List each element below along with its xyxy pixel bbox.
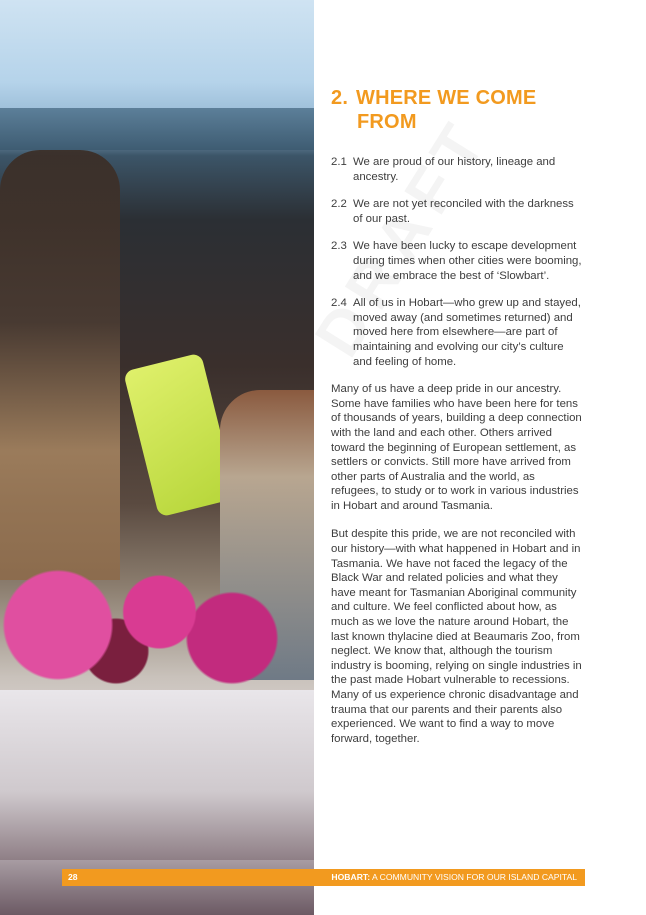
section-number: 2.: [331, 87, 349, 109]
main-content: [331, 86, 585, 760]
page-number: 28: [68, 872, 78, 882]
point-text: We are not yet reconciled with the darkness of our past.: [353, 198, 574, 225]
footer-title-bold: HOBART:: [331, 872, 371, 882]
footer-title: [331, 869, 577, 886]
pink-flowers: [0, 560, 290, 690]
point-number: 2.3: [331, 240, 347, 253]
page-footer: [62, 869, 585, 886]
point-number: 2.4: [331, 297, 347, 310]
heading-line-1: WHERE WE COME: [356, 87, 537, 109]
footer-title-rest: A COMMUNITY VISION FOR OUR ISLAND CAPITAL: [370, 872, 577, 882]
wrapped-flowers: [0, 690, 314, 860]
point-item: [331, 155, 585, 184]
point-number: 2.2: [331, 198, 347, 211]
market-flower-photo: [0, 0, 314, 915]
point-item: [331, 239, 585, 283]
point-text: All of us in Hobart—who grew up and stayed, moved away (and sometimes returned) and moved here from elsewhere—are part of maintaining and evolving our city’s culture and feeling of home.: [353, 297, 581, 368]
section-heading: [331, 86, 585, 134]
body-paragraph: But despite this pride, we are not reconciled with our history—with what happened in Hobart and in Tasmania. We have not faced the legacy of the Black War and related policies and what they have meant for Tasmanian Aboriginal community and culture. We feel conflicted about how, as much as we love the nature around Hobart, the last known thylacine died at Beaumaris Zoo, from neglect. We know that, although the tourism industry is booming, relying on single industries in the past made Hobart vulnerable to recessions. Many of us experience chronic disadvantage and trauma that our parents and their parents also experienced. We want to find a way to move forward, together.: [331, 528, 582, 745]
point-item: [331, 296, 585, 369]
man-holding-child: [0, 150, 120, 580]
market-tent: [0, 108, 314, 150]
point-number: 2.1: [331, 156, 347, 168]
point-item: [331, 197, 585, 226]
point-text: We have been lucky to escape development during times when other cities were booming, and we embrace the best of ‘Slowbart’.: [353, 240, 582, 282]
heading-line-2: FROM: [357, 111, 417, 133]
numbered-points: [331, 155, 585, 369]
body-paragraph: Many of us have a deep pride in our ancestry. Some have families who have been here for tens of thousands of years, building a deep connection with the land and each other. Others arrived toward the beginning of European settlement, as settlers or convicts. Still more have arrived from other parts of Australia and the world, as refugees, to study or to work in various industries in Hobart and around Tasmania.: [331, 383, 582, 512]
point-text: We are proud of our history, lineage and ancestry.: [353, 156, 556, 183]
